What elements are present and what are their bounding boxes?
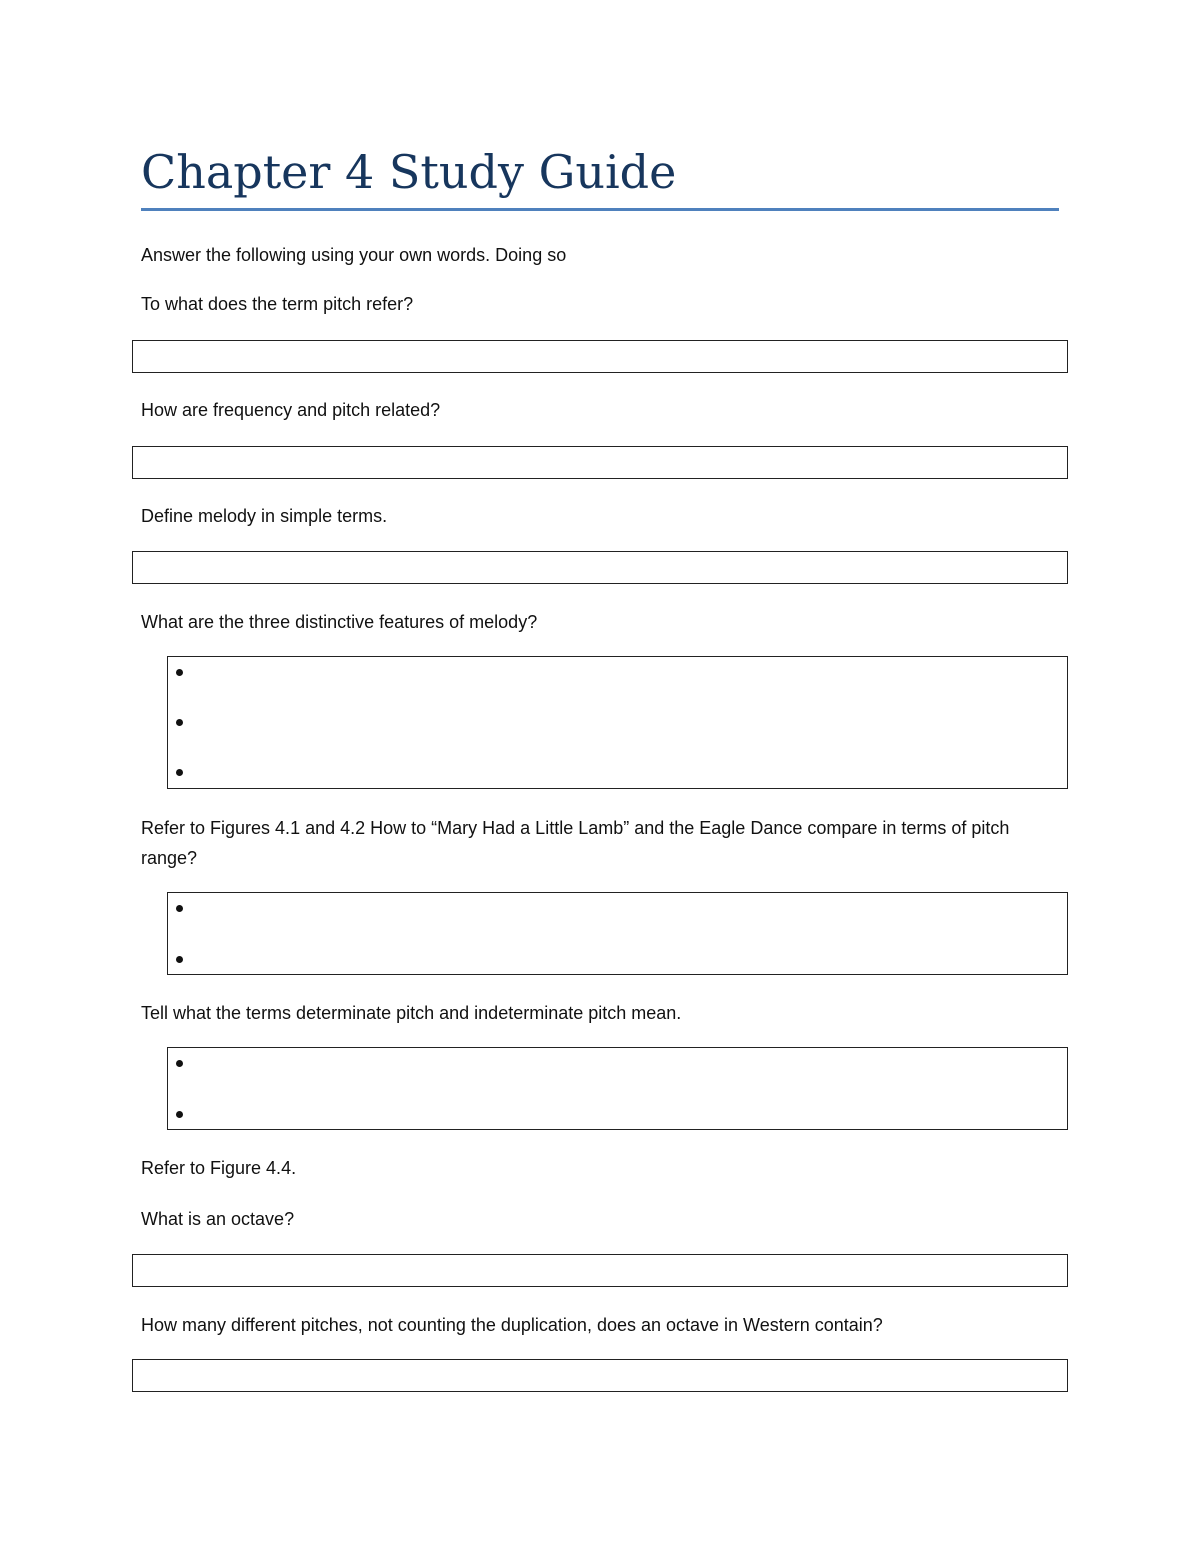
question-melody-features: What are the three distinctive features of melody? [141, 612, 538, 632]
bullet-icon [176, 956, 183, 963]
bullet-icon [176, 1111, 183, 1118]
answer-box-pitch[interactable] [132, 340, 1068, 373]
bullet-item[interactable] [168, 758, 1067, 808]
question-determinate-pitch: Tell what the terms determinate pitch and indeterminate pitch mean. [141, 1003, 682, 1023]
bullet-icon [176, 1060, 183, 1067]
answer-box-pitch-range[interactable] [167, 892, 1068, 975]
bullet-icon [176, 719, 183, 726]
bullet-icon [176, 669, 183, 676]
question-octave: What is an octave? [141, 1209, 295, 1229]
bullet-item[interactable] [168, 1049, 1067, 1099]
bullet-item[interactable] [168, 894, 1067, 944]
intro-text: Answer the following using your own words. Doing so [141, 245, 567, 265]
title-underline [141, 208, 1059, 211]
bullet-item[interactable] [168, 708, 1067, 758]
answer-box-determinate-pitch[interactable] [167, 1047, 1068, 1130]
bullet-icon [176, 905, 183, 912]
answer-box-melody[interactable] [132, 551, 1068, 584]
page-title: Chapter 4 Study Guide [141, 145, 677, 199]
bullet-icon [176, 769, 183, 776]
answer-box-octave[interactable] [132, 1254, 1068, 1287]
question-octave-pitches: How many different pitches, not counting the duplication, does an octave in Western contain? [141, 1315, 883, 1335]
answer-box-octave-pitches[interactable] [132, 1359, 1068, 1392]
answer-box-frequency[interactable] [132, 446, 1068, 479]
question-pitch-range: Refer to Figures 4.1 and 4.2 How to “Mary Had a Little Lamb” and the Eagle Dance compare in terms of pitch range? [141, 818, 1010, 868]
question-frequency: How are frequency and pitch related? [141, 400, 441, 420]
bullet-item[interactable] [168, 658, 1067, 708]
figure-reference: Refer to Figure 4.4. [141, 1158, 297, 1178]
bullet-item[interactable] [168, 944, 1067, 974]
answer-box-melody-features[interactable] [167, 656, 1068, 789]
bullet-item[interactable] [168, 1099, 1067, 1129]
question-pitch: To what does the term pitch refer? [141, 294, 414, 314]
question-melody: Define melody in simple terms. [141, 506, 388, 526]
